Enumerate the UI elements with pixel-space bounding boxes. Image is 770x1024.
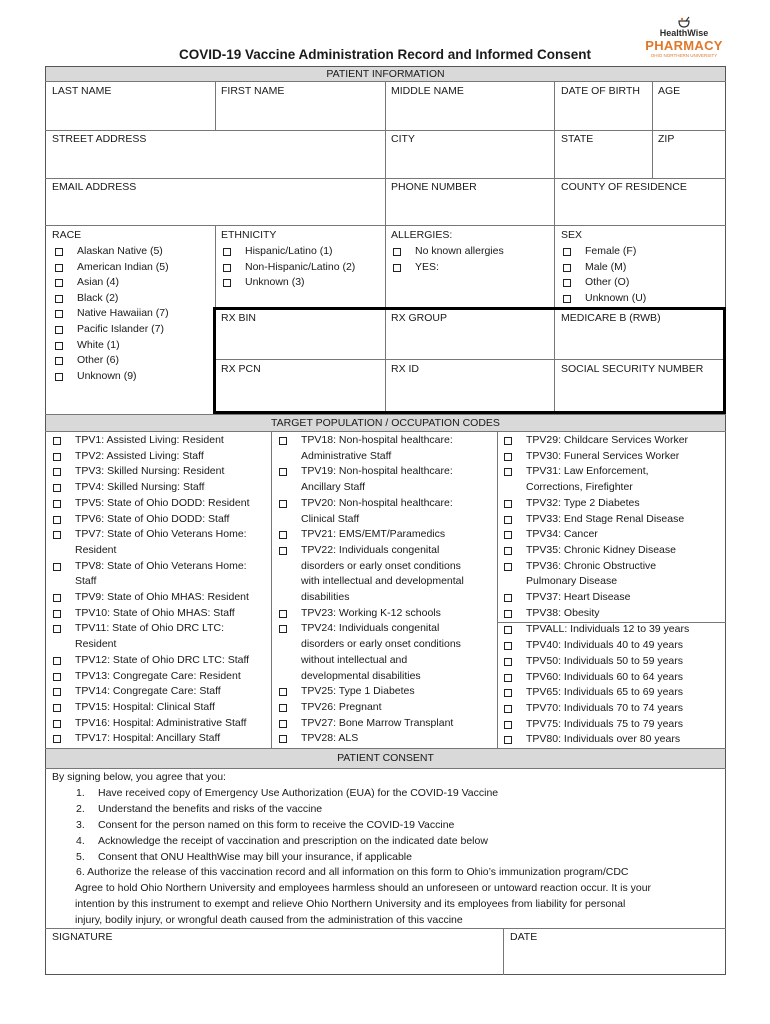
checkbox[interactable] [504,642,512,650]
checkbox[interactable] [53,563,61,571]
tpv-option: TPV40: Individuals 40 to 49 years [526,639,684,652]
checkbox[interactable] [279,735,287,743]
signature-field[interactable]: SIGNATURE [52,931,113,943]
consent-item-6-line: intention by this instrument to exempt and relieve Ohio Northern University and its employees from liability for personal [75,897,626,910]
tpv-option: TPV21: EMS/EMT/Paramedics [301,528,446,541]
consent-item: Acknowledge the receipt of vaccination and prescription on the indicated date below [98,834,488,847]
checkbox[interactable] [55,357,63,365]
tpv-option: TPV34: Cancer [526,528,598,541]
checkbox[interactable] [279,547,287,555]
tpv-option: TPV5: State of Ohio DODD: Resident [75,496,250,509]
consent-item: Consent for the person named on this form to receive the COVID-19 Vaccine [98,818,455,831]
checkbox[interactable] [504,689,512,697]
ethnicity-heading: ETHNICITY [221,229,277,241]
tpv-option: TPV33: End Stage Renal Disease [526,512,685,525]
tpv-option-continued: Resident [75,543,117,556]
ethnicity-option: Hispanic/Latino (1) [245,245,333,257]
tpv-option: TPV50: Individuals 50 to 59 years [526,654,684,667]
date-of-birth-field[interactable]: DATE OF BIRTH [561,85,640,97]
checkbox[interactable] [504,705,512,713]
checkbox[interactable] [563,279,571,287]
tpv-option-continued: developmental disabilities [301,669,421,682]
age-field[interactable]: AGE [658,85,681,97]
allergy-option: YES: [415,260,439,273]
checkbox[interactable] [53,500,61,508]
consent-item-number: 1. [76,787,85,799]
tpv-option: TPV14: Congregate Care: Staff [75,685,221,698]
city-field[interactable]: CITY [391,133,415,145]
checkbox[interactable] [53,594,61,602]
consent-item: Understand the benefits and risks of the vaccine [98,802,323,815]
checkbox[interactable] [279,688,287,696]
tpv-option: TPV23: Working K-12 schools [301,606,441,619]
section-patient-information: PATIENT INFORMATION [46,67,725,81]
tpv-option-continued: with intellectual and developmental [301,575,464,588]
race-option: Native Hawaiian (7) [77,307,169,320]
checkbox[interactable] [504,610,512,618]
tpv-option: TPV10: State of Ohio MHAS: Staff [75,606,235,619]
section-target-population: TARGET POPULATION / OCCUPATION CODES [46,415,725,431]
logo-university: OHIO NORTHERN UNIVERSITY [650,53,718,58]
tpv-option: TPV7: State of Ohio Veterans Home: [75,528,247,541]
consent-item-number: 4. [76,834,85,847]
checkbox[interactable] [279,531,287,539]
tpv-option-continued: Ancillary Staff [301,481,365,494]
checkbox[interactable] [55,279,63,287]
checkbox[interactable] [53,484,61,492]
checkbox[interactable] [53,610,61,618]
checkbox[interactable] [55,248,63,256]
sex-option: Unknown (U) [585,291,647,304]
race-option: White (1) [77,338,120,351]
middle-name-field[interactable]: MIDDLE NAME [391,85,464,97]
tpv-option: TPV37: Heart Disease [526,591,631,603]
checkbox[interactable] [393,248,401,256]
tpv-option: TPV31: Law Enforcement, [526,465,649,478]
tpv-option: TPV13: Congregate Care: Resident [75,669,241,682]
tpv-option: TPV36: Chronic Obstructive [526,559,657,572]
tpv-option-continued: Staff [75,575,97,588]
tpv-option: TPV12: State of Ohio DRC LTC: Staff [75,653,250,666]
email-address-field[interactable]: EMAIL ADDRESS [52,181,137,193]
first-name-field[interactable]: FIRST NAME [221,85,285,97]
tpv-option: TPV65: Individuals 65 to 69 years [526,686,684,699]
checkbox[interactable] [53,531,61,539]
checkbox[interactable] [55,295,63,303]
rx-pcn-field[interactable]: RX PCN [221,363,261,375]
mortar-pestle-icon [677,16,691,28]
tpv-option: TPV17: Hospital: Ancillary Staff [75,732,221,745]
race-option: Unknown (9) [77,369,137,382]
checkbox[interactable] [223,248,231,256]
checkbox[interactable] [53,673,61,681]
consent-item-6-line: 6. Authorize the release of this vaccination record and all information on this form to Ohio’s immunization program/CDC [76,866,629,878]
rx-id-field[interactable]: RX ID [391,363,420,375]
checkbox[interactable] [53,735,61,743]
checkbox[interactable] [504,594,512,602]
checkbox[interactable] [504,547,512,555]
logo-healthwise: HealthWise [659,28,709,38]
checkbox[interactable] [279,720,287,728]
tpv-option: TPV32: Type 2 Diabetes [526,496,640,509]
rx-group-field[interactable]: RX GROUP [391,312,448,324]
sex-option: Female (F) [585,245,637,257]
checkbox[interactable] [504,563,512,571]
checkbox[interactable] [53,453,61,461]
sex-option: Other (O) [585,276,630,288]
allergy-option: No known allergies [415,245,504,257]
tpv-option: TPVALL: Individuals 12 to 39 years [526,623,690,636]
sex-heading: SEX [561,229,583,241]
tpv-option-continued: Corrections, Firefighter [526,481,633,494]
tpv-option: TPV27: Bone Marrow Transplant [301,716,454,729]
allergies-heading: ALLERGIES: [391,229,453,241]
tpv-option: TPV25: Type 1 Diabetes [301,685,415,698]
checkbox[interactable] [279,500,287,508]
tpv-option: TPV35: Chronic Kidney Disease [526,543,676,556]
checkbox[interactable] [279,468,287,476]
checkbox[interactable] [504,674,512,682]
tpv-option: TPV24: Individuals congenital [301,622,440,635]
checkbox[interactable] [279,625,287,633]
checkbox[interactable] [53,688,61,696]
last-name-field[interactable]: LAST NAME [52,85,112,97]
race-option: American Indian (5) [77,260,169,273]
tpv-option: TPV1: Assisted Living: Resident [75,434,224,446]
race-option: Pacific Islander (7) [77,323,164,335]
tpv-option: TPV4: Skilled Nursing: Staff [75,481,205,494]
tpv-option-continued: disorders or early onset conditions [301,638,461,651]
sex-option: Male (M) [585,260,627,273]
zip-field[interactable]: ZIP [658,133,675,145]
checkbox[interactable] [504,500,512,508]
consent-item: Have received copy of Emergency Use Authorization (EUA) for the COVID-19 Vaccine [98,787,499,799]
checkbox[interactable] [223,264,231,272]
checkbox[interactable] [504,626,512,634]
consent-item-number: 3. [76,818,85,831]
consent-item-number: 5. [76,850,85,863]
checkbox[interactable] [53,516,61,524]
tpv-option: TPV70: Individuals 70 to 74 years [526,701,684,714]
medicare-field[interactable]: MEDICARE B (RWB) [561,312,661,324]
consent-item-number: 2. [76,802,85,815]
checkbox[interactable] [53,720,61,728]
checkbox[interactable] [504,437,512,445]
healthwise-pharmacy-logo [644,16,724,66]
logo-pharmacy: PHARMACY [645,38,723,53]
race-option: Black (2) [77,291,119,304]
checkbox[interactable] [53,468,61,476]
checkbox[interactable] [504,516,512,524]
checkbox[interactable] [55,342,63,350]
state-field[interactable]: STATE [561,133,594,145]
checkbox[interactable] [53,704,61,712]
checkbox[interactable] [563,264,571,272]
checkbox[interactable] [504,736,512,744]
checkbox[interactable] [504,658,512,666]
checkbox[interactable] [55,373,63,381]
tpv-option: TPV6: State of Ohio DODD: Staff [75,512,230,525]
race-heading: RACE [52,229,82,241]
race-option: Other (6) [77,354,120,367]
checkbox[interactable] [279,704,287,712]
phone-number-field[interactable]: PHONE NUMBER [391,181,477,193]
tpv-option: TPV28: ALS [301,732,359,745]
rx-bin-field[interactable]: RX BIN [221,312,257,324]
ssn-field[interactable]: SOCIAL SECURITY NUMBER [561,363,704,375]
tpv-option: TPV75: Individuals 75 to 79 years [526,717,684,730]
checkbox[interactable] [504,453,512,461]
checkbox[interactable] [55,326,63,334]
tpv-option: TPV15: Hospital: Clinical Staff [75,700,215,713]
tpv-option-continued: Pulmonary Disease [526,575,618,588]
race-option: Asian (4) [77,276,120,289]
section-patient-consent: PATIENT CONSENT [46,749,725,768]
tpv-option: TPV20: Non-hospital healthcare: [301,496,453,509]
tpv-option: TPV2: Assisted Living: Staff [75,449,204,462]
tpv-option-continued: disabilities [301,591,350,603]
consent-item-6-line: injury, bodily injury, or wrongful death caused from the administration of this vaccine [75,913,463,926]
tpv-option: TPV22: Individuals congenital [301,543,440,556]
ethnicity-option: Non-Hispanic/Latino (2) [245,260,356,273]
tpv-option: TPV26: Pregnant [301,700,382,713]
checkbox[interactable] [53,657,61,665]
form-title: COVID-19 Vaccine Administration Record and Informed Consent [178,47,592,62]
checkbox[interactable] [504,531,512,539]
tpv-option: TPV11: State of Ohio DRC LTC: [75,622,224,635]
checkbox[interactable] [504,721,512,729]
consent-item-6-line: Agree to hold Ohio Northern University and employees harmless should an unforeseen or untoward reaction occur. It is your [75,881,652,894]
tpv-option: TPV60: Individuals 60 to 64 years [526,670,684,683]
checkbox[interactable] [279,610,287,618]
tpv-option-continued: Administrative Staff [301,449,392,462]
tpv-option: TPV38: Obesity [526,606,600,619]
tpv-option: TPV9: State of Ohio MHAS: Resident [75,591,249,603]
tpv-option: TPV8: State of Ohio Veterans Home: [75,559,247,572]
tpv-option: TPV16: Hospital: Administrative Staff [75,716,247,729]
checkbox[interactable] [55,310,63,318]
consent-item: Consent that ONU HealthWise may bill your insurance, if applicable [98,850,412,863]
tpv-option: TPV80: Individuals over 80 years [526,733,681,746]
tpv-option: TPV19: Non-hospital healthcare: [301,465,453,478]
tpv-option-continued: Clinical Staff [301,512,360,525]
checkbox[interactable] [55,264,63,272]
checkbox[interactable] [279,437,287,445]
checkbox[interactable] [563,248,571,256]
tpv-option-continued: without intellectual and [301,653,408,666]
consent-intro: By signing below, you agree that you: [52,771,226,783]
tpv-option-continued: disorders or early onset conditions [301,559,461,572]
checkbox[interactable] [393,264,401,272]
tpv-option-continued: Resident [75,638,117,651]
tpv-option: TPV3: Skilled Nursing: Resident [75,465,225,478]
tpv-option: TPV29: Childcare Services Worker [526,434,689,446]
tpv-option: TPV30: Funeral Services Worker [526,449,680,462]
date-field[interactable]: DATE [510,931,538,943]
ethnicity-option: Unknown (3) [245,276,305,288]
race-option: Alaskan Native (5) [77,245,163,257]
county-of-residence-field[interactable]: COUNTY OF RESIDENCE [561,181,687,193]
street-address-field[interactable]: STREET ADDRESS [52,133,147,145]
tpv-option: TPV18: Non-hospital healthcare: [301,434,453,446]
checkbox[interactable] [223,279,231,287]
checkbox[interactable] [53,625,61,633]
checkbox[interactable] [563,295,571,303]
checkbox[interactable] [53,437,61,445]
checkbox[interactable] [504,468,512,476]
